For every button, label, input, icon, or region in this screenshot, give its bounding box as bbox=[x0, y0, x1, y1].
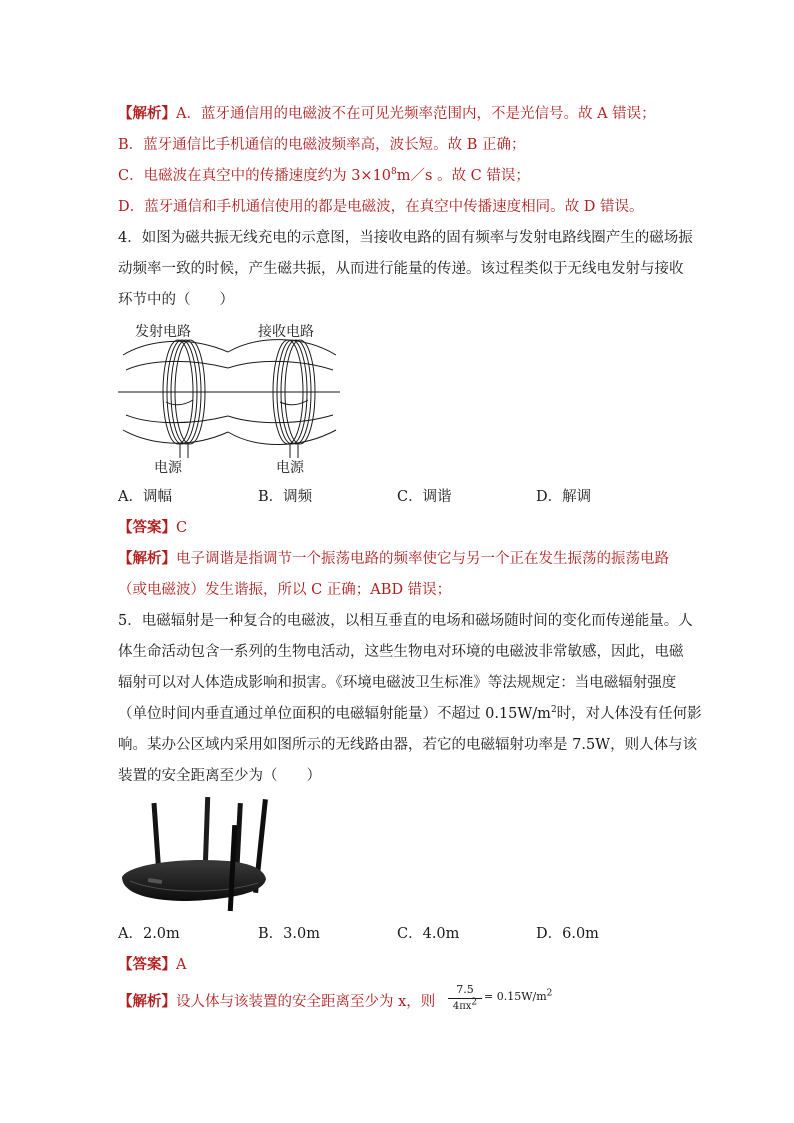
q3-analysis-c bbox=[118, 166, 678, 186]
option-b[interactable]: B．调频 bbox=[258, 489, 313, 505]
option-b[interactable]: B．3.0m bbox=[258, 926, 320, 942]
q5-options bbox=[118, 924, 678, 944]
stem-text: （单位时间内垂直通过单位面积的电磁辐射能量）不超过 0.15W/m bbox=[118, 706, 551, 722]
power-source-right: 电源 bbox=[276, 460, 304, 476]
analysis-text: 设人体与该装置的安全距离至少为 x，则 bbox=[176, 994, 436, 1010]
denominator-text: 4πx bbox=[452, 1001, 472, 1012]
q5-stem-line-1: 5．电磁辐射是一种复合的电磁波，以相互垂直的电场和磁场随时间的变化而传递能量。人 bbox=[118, 613, 693, 629]
fraction-denominator bbox=[448, 999, 482, 1015]
q5-answer bbox=[118, 955, 678, 975]
q4-stem-line-3: 环节中的（ ） bbox=[118, 292, 234, 308]
transmitter-label: 发射电路 bbox=[135, 324, 191, 340]
q3-analysis-a bbox=[118, 104, 678, 124]
option-d[interactable]: D．6.0m bbox=[536, 926, 599, 942]
stem-text: 时，对人体没有任何影 bbox=[556, 706, 702, 722]
q3-analysis-b: B．蓝牙通信比手机通信的电磁波频率高，波长短。故 B 正确； bbox=[118, 137, 526, 153]
option-a[interactable]: A．2.0m bbox=[118, 926, 180, 942]
answer-tag: 【答案】 bbox=[118, 956, 176, 973]
q5-stem-line-5: 响。某办公区域内采用如图所示的无线路由器，若它的电磁辐射功率是 7.5W，则人体与该 bbox=[118, 737, 698, 753]
q5-stem-line-3: 辐射可以对人体造成影响和损害。《环境电磁波卫生标准》等法规规定：当电磁辐射强度 bbox=[118, 675, 677, 691]
fraction-numerator: 7.5 bbox=[448, 982, 482, 999]
fraction bbox=[448, 982, 482, 1015]
receiver-label: 接收电路 bbox=[258, 324, 314, 340]
option-d[interactable]: D．解调 bbox=[536, 489, 592, 505]
exponent: 2 bbox=[550, 705, 557, 716]
wireless-router-image bbox=[118, 795, 268, 915]
q5-analysis-line-1 bbox=[118, 992, 678, 1012]
q4-analysis-line-1 bbox=[118, 549, 678, 569]
q4-answer bbox=[118, 518, 678, 538]
analysis-text: m／s 。故 C 错误； bbox=[396, 168, 530, 184]
q4-options bbox=[118, 487, 678, 507]
q4-stem-line-1: 4．如图为磁共振无线充电的示意图，当接收电路的固有频率与发射电路线圈产生的磁场振 bbox=[118, 230, 693, 246]
formula-rhs bbox=[484, 990, 552, 1003]
analysis-tag: 【解析】 bbox=[118, 550, 176, 567]
analysis-tag: 【解析】 bbox=[118, 105, 176, 122]
q5-stem-line-4 bbox=[118, 704, 702, 724]
analysis-text: A．蓝牙通信用的电磁波不在可见光频率范围内，不是光信号。故 A 错误； bbox=[176, 106, 656, 122]
exponent: 8 bbox=[391, 167, 397, 178]
option-a[interactable]: A．调幅 bbox=[118, 489, 172, 505]
answer-value: A bbox=[176, 957, 187, 973]
answer-value: C bbox=[176, 520, 188, 536]
q4-analysis-line-2: （或电磁波）发生谐振，所以 C 正确；ABD 错误； bbox=[118, 582, 452, 598]
magnetic-resonance-figure bbox=[118, 320, 343, 478]
analysis-text: C．电磁波在真空中的传播速度约为 3×10 bbox=[118, 168, 392, 184]
q4-stem-line-2: 动频率一致的时候，产生磁共振，从而进行能量的传递。该过程类似于无线电发射与接收 bbox=[118, 261, 684, 277]
answer-tag: 【答案】 bbox=[118, 519, 176, 536]
q5-stem-line-6: 装置的安全距离至少为（ ） bbox=[118, 768, 321, 784]
q3-analysis-d: D．蓝牙通信和手机通信使用的都是电磁波，在真空中传播速度相同。故 D 错误。 bbox=[118, 199, 644, 215]
option-c[interactable]: C．4.0m bbox=[397, 926, 460, 942]
option-c[interactable]: C．调谐 bbox=[397, 489, 452, 505]
analysis-text: 电子调谐是指调节一个振荡电路的频率使它与另一个正在发生振荡的振荡电路 bbox=[176, 551, 669, 567]
analysis-tag: 【解析】 bbox=[118, 993, 176, 1010]
exponent: 2 bbox=[471, 997, 478, 1008]
rhs-text: = 0.15W/m bbox=[484, 990, 547, 1003]
power-source-left: 电源 bbox=[154, 460, 182, 476]
q5-stem-line-2: 体生命活动包含一系列的生物电活动，这些生物电对环境的电磁波非常敏感，因此，电磁 bbox=[118, 644, 684, 660]
safety-distance-formula bbox=[448, 982, 558, 1022]
exponent: 2 bbox=[546, 988, 553, 999]
